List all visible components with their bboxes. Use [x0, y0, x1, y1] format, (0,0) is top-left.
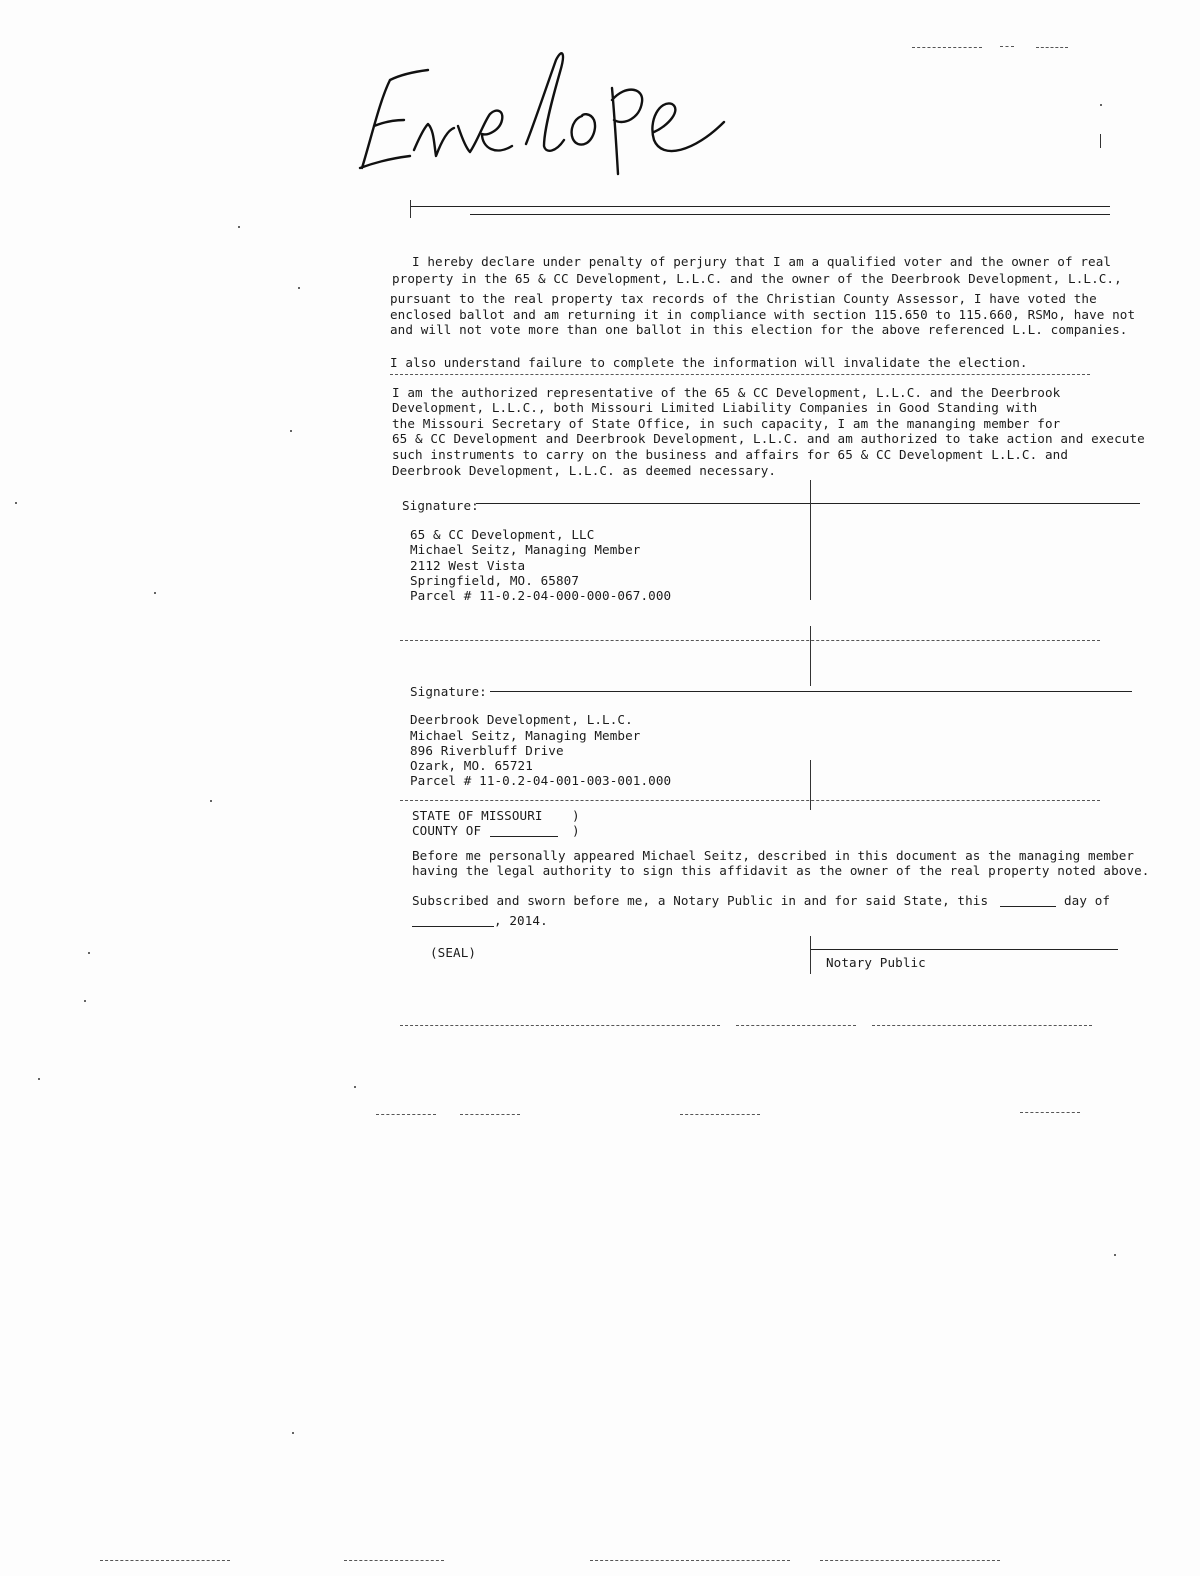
scan-artifact-line: [460, 1114, 520, 1115]
scan-mark: [1000, 46, 1014, 47]
scan-artifact-line: [100, 1560, 230, 1561]
scan-artifact-line: [376, 1114, 436, 1115]
scan-artifact-line: [680, 1114, 760, 1115]
scan-artifact-line: [590, 1560, 790, 1561]
declaration-line: enclosed ballot and am returning it in compliance with section 115.650 to 115.660, RSMo, have not: [390, 307, 1136, 322]
notary-signature-line[interactable]: [810, 949, 1118, 950]
scan-artifact-line: [872, 1025, 1092, 1026]
entity-1-line: Parcel # 11-0.2-04-000-000-067.000: [410, 588, 672, 603]
authorization-line: Deerbrook Development, L.L.C. as deemed necessary.: [392, 463, 777, 478]
signature-column-divider: [810, 626, 811, 686]
section-divider-1: [400, 640, 1100, 641]
declaration-line: pursuant to the real property tax records of the Christian County Assessor, I have voted the: [390, 291, 1097, 306]
scan-speck: [354, 1086, 356, 1088]
venue-state: STATE OF MISSOURI: [412, 808, 543, 823]
scan-mark: [1036, 47, 1068, 48]
scan-mark: [1100, 134, 1101, 148]
scan-speck: [1114, 1254, 1116, 1256]
signature-column-divider: [810, 760, 811, 810]
scan-artifact-line: [400, 1025, 720, 1026]
scan-mark: [912, 47, 982, 48]
understand-underline: [390, 374, 1090, 375]
authorization-line: Development, L.L.C., both Missouri Limited Liability Companies in Good Standing with: [392, 400, 1038, 415]
handwritten-note-text: Envelope: [350, 40, 355, 41]
entity-2-line: Deerbrook Development, L.L.C.: [410, 712, 633, 727]
entity-2-line: Ozark, MO. 65721: [410, 758, 533, 773]
notary-signature-tick: [810, 936, 811, 974]
entity-1-line: Michael Seitz, Managing Member: [410, 542, 641, 557]
header-rule-tick: [410, 200, 411, 218]
handwritten-envelope-note: [350, 40, 740, 180]
entity-1-line: 65 & CC Development, LLC: [410, 527, 595, 542]
scan-speck: [292, 1432, 294, 1434]
scan-speck: [298, 287, 300, 289]
header-rule: [410, 206, 1110, 207]
venue-paren: ): [572, 823, 580, 838]
declaration-line: I hereby declare under penalty of perjury that I am a qualified voter and the owner of real: [412, 254, 1112, 269]
signature-line-1[interactable]: [476, 503, 1140, 504]
month-blank[interactable]: [412, 926, 494, 927]
signature-label-1: Signature:: [402, 498, 479, 513]
seal-label: (SEAL): [430, 945, 477, 960]
scan-artifact-line: [736, 1025, 856, 1026]
day-blank[interactable]: [1000, 906, 1056, 907]
entity-2-line: Michael Seitz, Managing Member: [410, 728, 641, 743]
scan-speck: [84, 1000, 86, 1002]
scan-artifact-line: [1020, 1112, 1080, 1113]
entity-2-line: 896 Riverbluff Drive: [410, 743, 564, 758]
scan-speck: [210, 800, 212, 802]
entity-2-line: Parcel # 11-0.2-04-001-003-001.000: [410, 773, 672, 788]
authorization-line: such instruments to carry on the business and affairs for 65 & CC Development L.L.C. and: [392, 447, 1069, 462]
declaration-line: property in the 65 & CC Development, L.L.C. and the owner of the Deerbrook Development, L.L.C.,: [392, 271, 1122, 286]
scan-speck: [38, 1078, 40, 1080]
scan-speck: [154, 592, 156, 594]
scan-speck: [15, 502, 17, 504]
header-rule-secondary: [470, 214, 1110, 215]
scan-artifact-line: [344, 1560, 444, 1561]
signature-column-divider: [810, 480, 811, 600]
signature-label-2: Signature:: [410, 684, 487, 699]
venue-paren: ): [572, 808, 580, 823]
appeared-line: Before me personally appeared Michael Seitz, described in this document as the managing member: [412, 848, 1135, 863]
subscribed-line: Subscribed and sworn before me, a Notary Public in and for said State, this: [412, 893, 989, 908]
scan-speck: [238, 226, 240, 228]
authorization-line: 65 & CC Development and Deerbrook Development, L.L.C. and am authorized to take action and execute: [392, 431, 1145, 446]
declaration-line: and will not vote more than one ballot in this election for the above referenced L.L. companies.: [390, 322, 1128, 337]
scan-artifact-line: [820, 1560, 1000, 1561]
venue-county: COUNTY OF: [412, 823, 482, 838]
day-of-label: day of: [1064, 893, 1111, 908]
understand-statement: I also understand failure to complete the information will invalidate the election.: [390, 355, 1028, 370]
scan-speck: [1100, 104, 1102, 106]
appeared-line: having the legal authority to sign this affidavit as the owner of the real property noted above.: [412, 863, 1150, 878]
authorization-line: I am the authorized representative of the 65 & CC Development, L.L.C. and the Deerbrook: [392, 385, 1061, 400]
authorization-line: the Missouri Secretary of State Office, in such capacity, I am the mananging member for: [392, 416, 1061, 431]
scan-speck: [88, 952, 90, 954]
scan-speck: [290, 430, 292, 432]
signature-line-2[interactable]: [490, 691, 1132, 692]
county-blank[interactable]: [490, 836, 558, 837]
notary-public-label: Notary Public: [826, 955, 926, 970]
entity-1-line: Springfield, MO. 65807: [410, 573, 580, 588]
year-label: , 2014.: [494, 913, 548, 928]
section-divider-2: [400, 800, 1100, 801]
entity-1-line: 2112 West Vista: [410, 558, 526, 573]
